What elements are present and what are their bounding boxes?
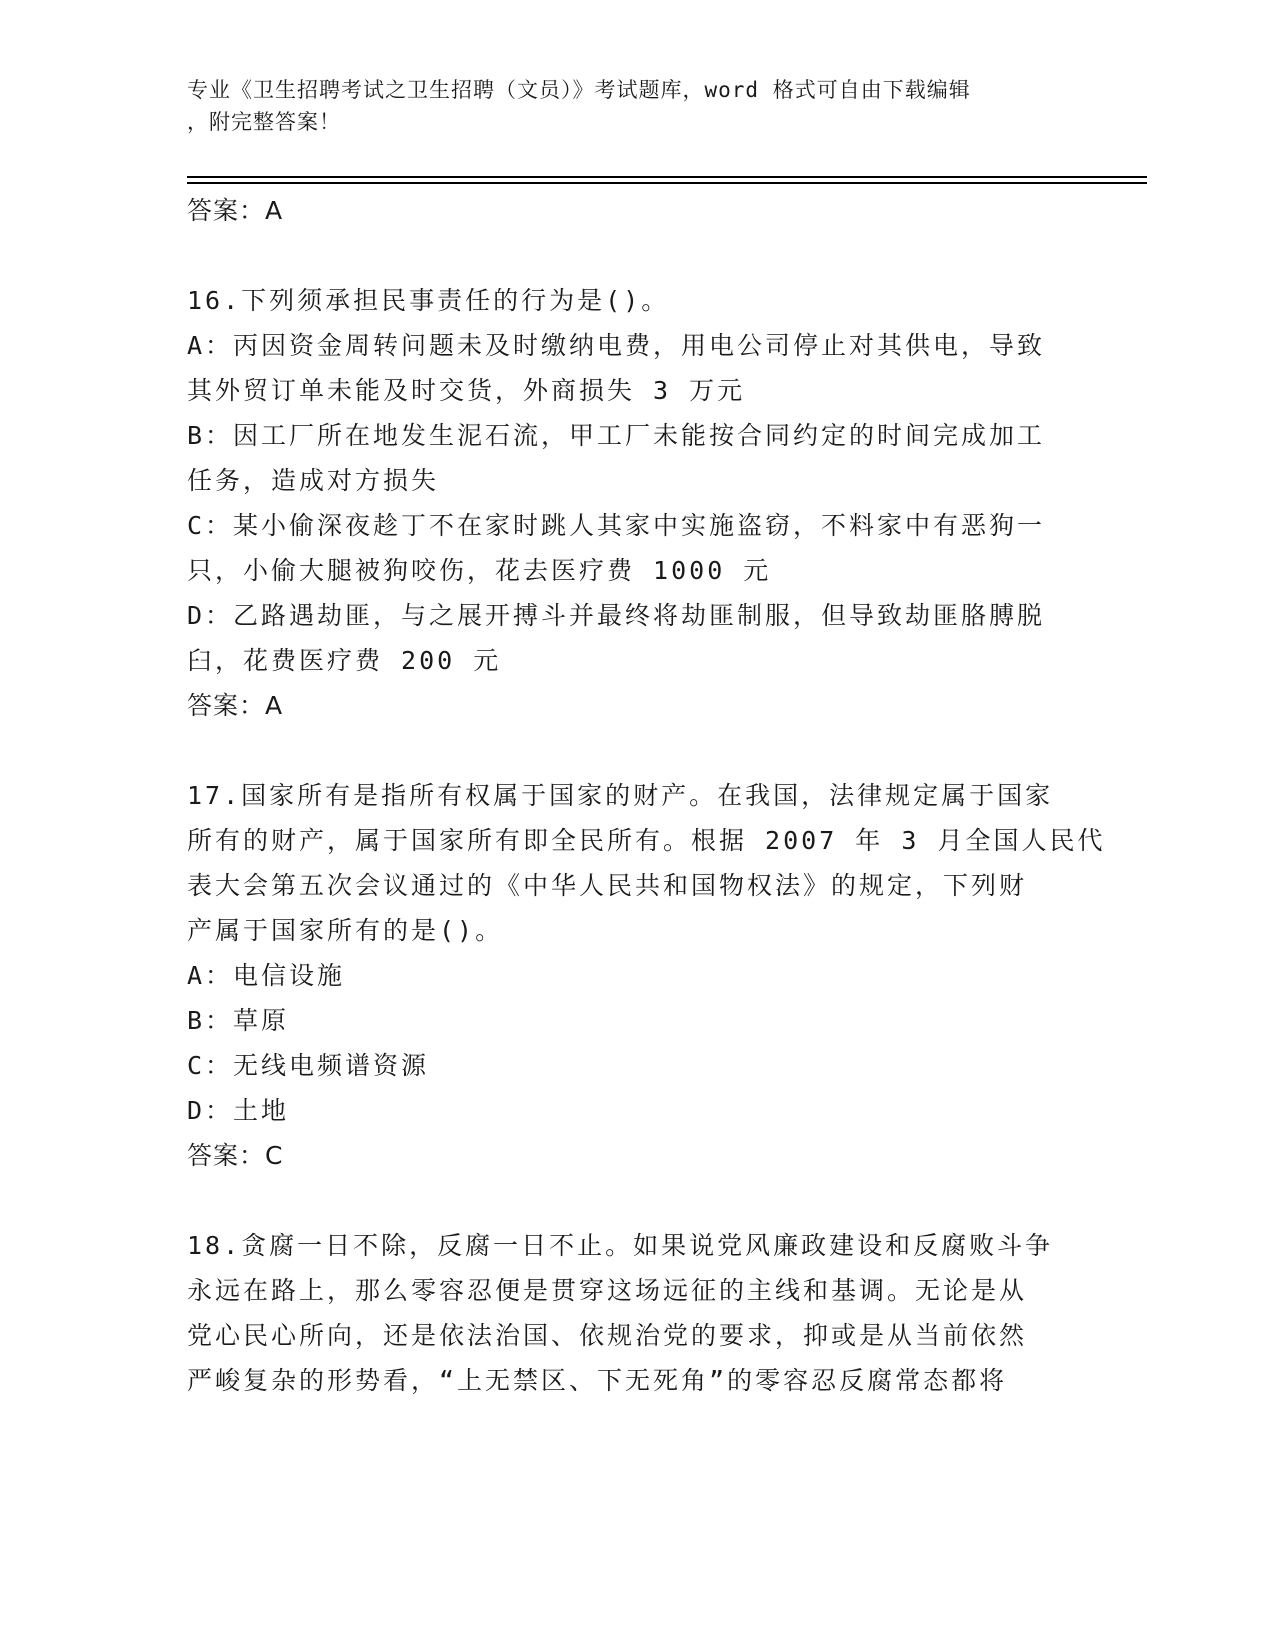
question-17 [187, 773, 1106, 1178]
header-rule-bottom [187, 182, 1147, 184]
answer-prev: 答案：A [187, 196, 284, 225]
question-16 [187, 278, 1067, 728]
question-17-option-c: C：无线电频谱资源 [187, 1051, 430, 1080]
question-17-option-a: A：电信设施 [187, 961, 346, 990]
spacer [187, 728, 1067, 773]
header-rule-top [187, 176, 1147, 178]
question-16-stem: 16.下列须承担民事责任的行为是()。 [187, 286, 670, 315]
question-16-option-d: D：乙路遇劫匪，与之展开搏斗并最终将劫匪制服，但导致劫匪胳膊脱 [187, 601, 1046, 630]
question-18-stem: 18.贪腐一日不除，反腐一日不止。如果说党风廉政建设和反腐败斗争 [187, 1231, 1054, 1260]
question-17-option-b: B：草原 [187, 1006, 290, 1035]
question-16-option-c: C：某小偷深夜趁丁不在家时跳人其家中实施盗窃，不料家中有恶狗一 [187, 511, 1046, 540]
question-17-stem-cont: 所有的财产，属于国家所有即全民所有。根据 2007 年 3 月全国人民代 [187, 826, 1106, 855]
spacer [187, 233, 1067, 278]
question-17-stem-cont: 产属于国家所有的是()。 [187, 916, 504, 945]
question-16-option-d-cont: 臼，花费医疗费 200 元 [187, 646, 502, 675]
question-17-answer: 答案：C [187, 1141, 284, 1170]
question-16-option-a-cont: 其外贸订单未能及时交货，外商损失 3 万元 [187, 376, 746, 405]
question-content [187, 188, 1106, 1403]
question-16-option-b-cont: 任务，造成对方损失 [187, 466, 440, 495]
question-18 [187, 1223, 1067, 1403]
question-18-stem-cont: 永远在路上，那么零容忍便是贯穿这场远征的主线和基调。无论是从 [187, 1276, 1028, 1305]
question-16-option-a: A：丙因资金周转问题未及时缴纳电费，用电公司停止对其供电，导致 [187, 331, 1046, 360]
question-18-stem-cont: 党心民心所向，还是依法治国、依规治党的要求，抑或是从当前依然 [187, 1321, 1028, 1350]
header-line-2: ，附完整答案！ [187, 110, 341, 134]
question-17-stem-cont: 表大会第五次会议通过的《中华人民共和国物权法》的规定，下列财 [187, 871, 1028, 900]
header-line-1: 专业《卫生招聘考试之卫生招聘（文员）》考试题库，word 格式可自由下载编辑 [187, 78, 971, 102]
document-header [187, 74, 1067, 138]
question-16-answer: 答案：A [187, 691, 284, 720]
question-17-option-d: D：土地 [187, 1096, 290, 1125]
question-16-option-c-cont: 只，小偷大腿被狗咬伤，花去医疗费 1000 元 [187, 556, 772, 585]
question-16-option-b: B：因工厂所在地发生泥石流，甲工厂未能按合同约定的时间完成加工 [187, 421, 1046, 450]
question-18-stem-cont: 严峻复杂的形势看，“上无禁区、下无死角”的零容忍反腐常态都将 [187, 1366, 1008, 1395]
spacer [187, 1178, 1067, 1223]
question-17-stem: 17.国家所有是指所有权属于国家的财产。在我国，法律规定属于国家 [187, 781, 1054, 810]
